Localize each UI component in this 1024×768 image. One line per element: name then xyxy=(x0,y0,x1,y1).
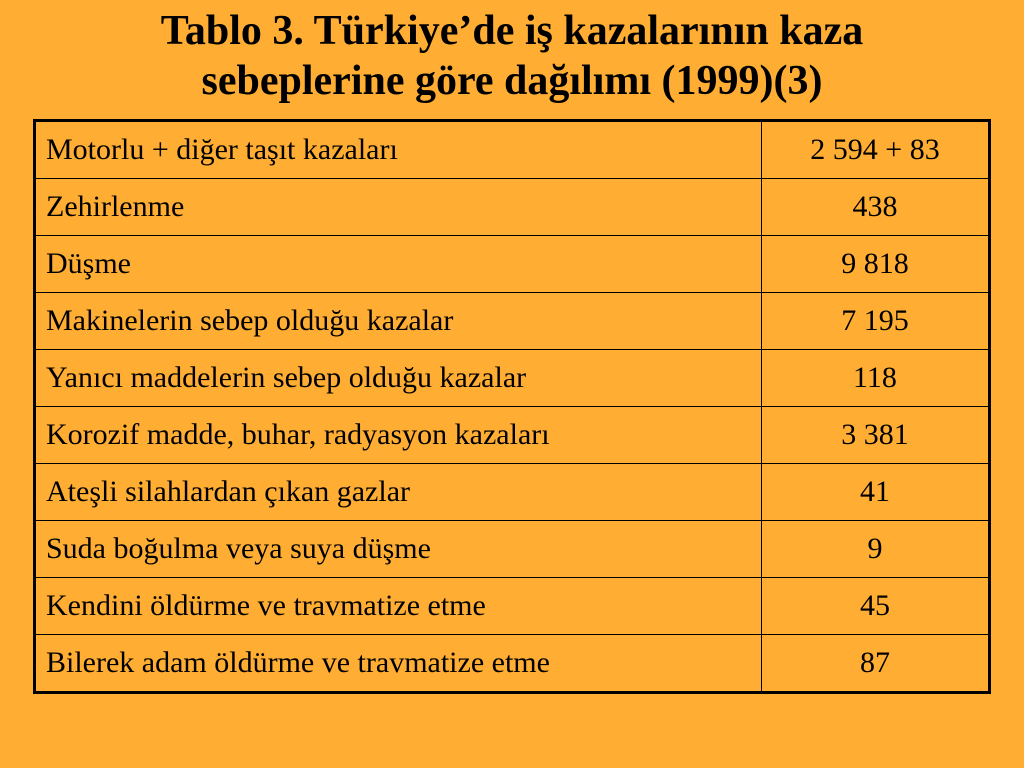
cause-cell: Korozif madde, buhar, radyasyon kazaları xyxy=(35,407,762,464)
table-row xyxy=(35,578,990,635)
count-cell: 45 xyxy=(762,578,990,635)
count-cell: 41 xyxy=(762,464,990,521)
table-row xyxy=(35,350,990,407)
count-cell: 9 818 xyxy=(762,236,990,293)
count-cell: 87 xyxy=(762,635,990,693)
accident-cause-table xyxy=(33,119,991,694)
count-cell: 2 594 + 83 xyxy=(762,121,990,179)
cause-cell: Düşme xyxy=(35,236,762,293)
count-cell: 438 xyxy=(762,179,990,236)
table-row xyxy=(35,407,990,464)
table-row xyxy=(35,121,990,179)
table-row xyxy=(35,635,990,693)
title-line-1: Tablo 3. Türkiye’de iş kazalarının kaza xyxy=(160,8,864,54)
cause-cell: Kendini öldürme ve travmatize etme xyxy=(35,578,762,635)
slide-title xyxy=(0,6,1024,106)
count-cell: 118 xyxy=(762,350,990,407)
cause-cell: Zehirlenme xyxy=(35,179,762,236)
cause-cell: Yanıcı maddelerin sebep olduğu kazalar xyxy=(35,350,762,407)
cause-cell: Bilerek adam öldürme ve travmatize etme xyxy=(35,635,762,693)
table-row xyxy=(35,236,990,293)
cause-cell: Makinelerin sebep olduğu kazalar xyxy=(35,293,762,350)
table-row xyxy=(35,179,990,236)
title-line-2: sebeplerine göre dağılımı (1999)(3) xyxy=(201,58,823,104)
cause-cell: Motorlu + diğer taşıt kazaları xyxy=(35,121,762,179)
table-row xyxy=(35,521,990,578)
table-row xyxy=(35,464,990,521)
cause-cell: Ateşli silahlardan çıkan gazlar xyxy=(35,464,762,521)
count-cell: 3 381 xyxy=(762,407,990,464)
cause-cell: Suda boğulma veya suya düşme xyxy=(35,521,762,578)
count-cell: 9 xyxy=(762,521,990,578)
count-cell: 7 195 xyxy=(762,293,990,350)
table-row xyxy=(35,293,990,350)
